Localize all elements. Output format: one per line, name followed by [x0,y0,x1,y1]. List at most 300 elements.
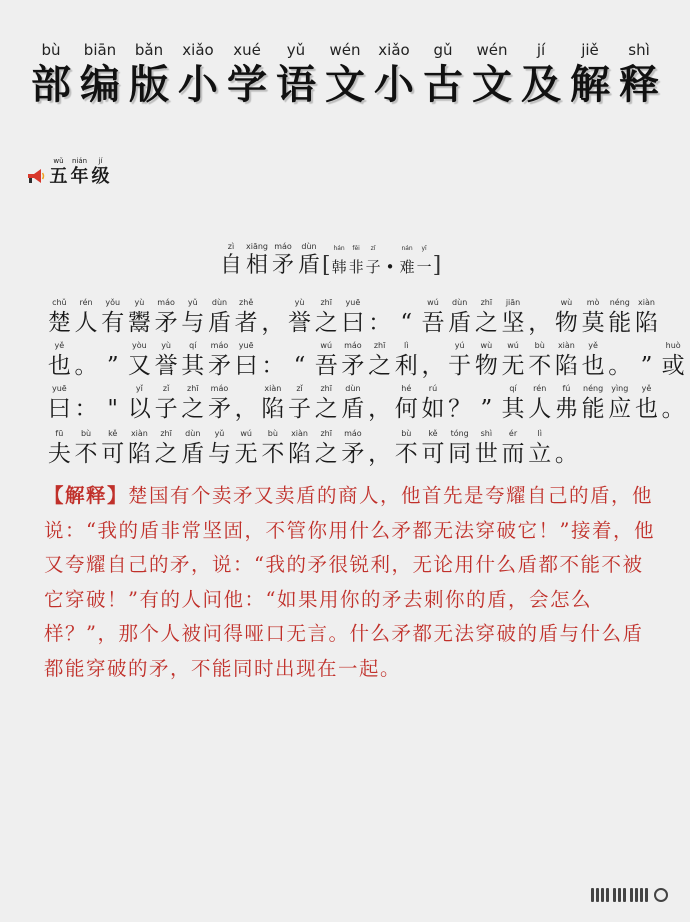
classical-char [633,340,660,381]
title-char [174,40,223,110]
title-char [321,40,370,110]
classical-char [366,340,393,381]
pinyin: xiàn [130,429,148,438]
classical-char [553,297,580,338]
pinyin: bù [401,429,412,438]
pinyin: rén [79,298,93,307]
hanzi: " [107,396,119,422]
hanzi: 盾 [448,310,472,336]
hanzi: 利 [394,353,418,379]
classical-char [286,297,313,338]
hanzi: 鬻 [127,310,151,336]
hanzi: 及 [521,61,561,108]
hanzi: 。 [608,353,632,379]
classical-char [606,340,633,381]
classical-char [366,297,393,338]
classical-char [313,383,340,424]
hanzi: 文 [325,61,365,108]
hanzi: 誉 [154,353,178,379]
pinyin: dùn [211,298,228,307]
pinyin: wú [507,341,519,350]
pinyin: wǔ [53,157,64,165]
grade-char [69,156,90,188]
pinyin: yuē [345,298,361,307]
classical-char [446,340,473,381]
source-char [348,244,365,280]
hanzi: 弗 [554,396,578,422]
hanzi: 不 [74,441,98,467]
grade-char [90,156,111,188]
hanzi: 级 [91,166,110,187]
classical-char [313,428,340,469]
hanzi: 矛 [271,253,294,278]
hanzi: ， [528,310,552,336]
pinyin: biān [83,41,117,59]
hanzi: 子 [288,396,312,422]
classical-char [393,297,420,338]
classical-char [660,383,687,424]
hanzi: 也 [634,396,658,422]
pinyin: shì [480,429,493,438]
classical-line-2 [46,340,687,381]
hanzi: 释 [619,61,659,108]
pinyin: máo [210,384,229,393]
hanzi: ， [234,396,258,422]
classical-char [46,340,73,381]
classical-char [340,297,367,338]
classical-char [99,428,126,469]
classical-char [606,297,633,338]
classical-char [633,297,660,338]
hanzi: 陷 [127,441,151,467]
grade-label [26,156,111,188]
hanzi: 自 [219,253,242,278]
pinyin: máo [274,242,292,251]
hanzi: 曰 [234,353,258,379]
pinyin: lì [404,341,409,350]
pinyin: lì [537,429,542,438]
hanzi: 矛 [154,310,178,336]
classical-char [473,383,500,424]
hanzi: 立 [528,441,552,467]
text-title-char [270,241,296,280]
hanzi: 不 [528,353,552,379]
pinyin: yě [641,384,652,393]
pinyin: xiàn [264,384,282,393]
title-char [272,40,321,110]
hanzi: 非 [348,258,364,276]
hanzi: 盾 [207,310,231,336]
hanzi: 不 [261,441,285,467]
hanzi: 之 [314,396,338,422]
classical-char [46,428,73,469]
explanation-text: 楚国有个卖矛又卖盾的商人，他首先是夸耀自己的盾，他说：“我的盾非常坚固，不管你用什么矛都无法穿破它！”接着，他又夸耀自己的矛，说：“我的矛很锐利，无论用什么盾都不能不被它穿破！”有的人问他：“如果用你的矛去刺你的盾，会怎么样？”，那个人被问得哑口无言。什么矛都无法穿破的盾与什么盾都能穿破的矛，不能同时出现在一起。 [44,484,655,680]
hanzi: 陷 [288,441,312,467]
hanzi: 矛 [341,441,365,467]
classical-char [446,383,473,424]
pinyin: xiāng [245,242,268,251]
classical-char [233,428,260,469]
classical-char [153,340,180,381]
hanzi: 曰 [47,396,71,422]
classical-char [126,428,153,469]
hanzi: ” [106,353,119,379]
classical-char [526,340,553,381]
title-char [419,40,468,110]
text-source [331,244,433,280]
classical-char [473,428,500,469]
classical-char [500,383,527,424]
pinyin: yù [134,298,145,307]
classical-char [286,428,313,469]
classical-char [179,340,206,381]
hanzi: 难 [399,258,415,276]
hanzi: 。 [661,396,685,422]
hanzi: ” [640,353,653,379]
pinyin: bù [267,429,278,438]
pinyin: yě [54,341,65,350]
classical-char [553,383,580,424]
hanzi: 与 [181,310,205,336]
classical-char [99,383,126,424]
source-char [331,244,348,280]
hanzi: ？ [448,396,472,422]
hanzi: 一 [416,258,432,276]
pinyin: yú [454,341,465,350]
classical-char [179,297,206,338]
pinyin: xué [233,41,261,59]
hanzi: 同 [448,441,472,467]
classical-char [46,383,73,424]
hanzi: 。 [554,441,578,467]
pinyin: jiě [581,41,599,59]
classical-char [580,383,607,424]
classical-char [206,428,233,469]
source-char [399,244,416,280]
hanzi: 或 [661,353,685,379]
hanzi: 无 [501,353,525,379]
pinyin: jiān [505,298,521,307]
pinyin: máo [210,341,229,350]
classical-char [393,340,420,381]
source-char [365,244,382,280]
classical-char [446,297,473,338]
hanzi: 古 [423,61,463,108]
classical-char [420,297,447,338]
pinyin: yǒu [105,298,121,307]
title-char [517,40,566,110]
hanzi: ， [368,441,392,467]
hanzi: 应 [608,396,632,422]
pinyin: zǐ [370,245,376,252]
hanzi: 之 [474,310,498,336]
pinyin: qí [509,384,517,393]
classical-char [73,428,100,469]
hanzi: 年 [70,166,89,187]
pinyin: néng [609,298,630,307]
classical-char [420,428,447,469]
pinyin: wù [480,341,493,350]
circle-icon[interactable] [654,888,668,902]
explanation [44,479,664,687]
pinyin: yòu [132,341,147,350]
classical-char [393,428,420,469]
hanzi: 解 [570,61,610,108]
hanzi: 其 [501,396,525,422]
hanzi: 有 [101,310,125,336]
hanzi: 之 [154,441,178,467]
hanzi: 陷 [554,353,578,379]
hanzi: 文 [472,61,512,108]
hanzi: 矛 [341,353,365,379]
classical-char [99,297,126,338]
classical-char [126,297,153,338]
classical-char [313,340,340,381]
classical-char [153,297,180,338]
classical-char [660,340,687,381]
classical-line-4 [46,428,580,469]
hanzi: 可 [421,441,445,467]
classical-char [206,383,233,424]
hanzi: 誉 [288,310,312,336]
hanzi: 以 [127,396,151,422]
pinyin: qí [189,341,197,350]
pinyin: bù [80,429,92,438]
pinyin: fū [55,429,64,438]
pinyin: zǐ [162,384,170,393]
hanzi: 可 [101,441,125,467]
hanzi: 何 [394,396,418,422]
classical-char [153,383,180,424]
bars-icon [630,888,648,902]
pinyin: chǔ [52,298,67,307]
classical-char [366,383,393,424]
pinyin: kě [428,429,438,438]
title-char [27,40,76,110]
pinyin: zhī [160,429,172,438]
pinyin: xiàn [291,429,308,438]
hanzi: 也 [581,353,605,379]
classical-char [126,383,153,424]
source-char [416,244,433,280]
image-toolbar[interactable] [591,888,668,902]
hanzi: 五 [49,166,68,187]
pinyin: mò [586,298,600,307]
hanzi: 小 [374,61,414,108]
classical-char [500,297,527,338]
hanzi: 矛 [207,353,231,379]
classical-char [153,428,180,469]
title-char [125,40,174,110]
hanzi: 矛 [207,396,231,422]
classical-char [633,383,660,424]
classical-char [286,340,313,381]
pinyin: zhī [373,341,386,350]
pinyin: wú [320,341,333,350]
pinyin: rú [428,384,438,393]
hanzi: 世 [474,441,498,467]
hanzi: 无 [234,441,258,467]
pinyin: tóng [450,429,469,438]
pinyin: bù [41,41,61,59]
pinyin: fú [562,384,571,393]
hanzi: 物 [474,353,498,379]
classical-char [340,428,367,469]
hanzi: 盾 [297,253,320,278]
hanzi: ： [368,310,392,336]
title-char [615,40,664,110]
hanzi: ” [480,396,493,422]
pinyin: bǎn [134,41,164,59]
pinyin: dùn [185,429,201,438]
pinyin: jí [98,157,103,165]
hanzi: 相 [245,253,268,278]
pinyin: yě [588,341,598,350]
pinyin: ér [508,429,518,438]
pinyin: dùn [345,384,361,393]
classical-char [260,428,287,469]
pinyin: xiǎo [182,41,214,59]
hanzi: 部 [31,61,71,108]
pinyin: dùn [301,242,317,251]
classical-line-1 [46,297,660,338]
classical-char [473,297,500,338]
hanzi: 陷 [634,310,658,336]
hanzi: • [385,258,395,276]
pinyin: huò [665,341,681,350]
classical-char [73,297,100,338]
hanzi: ， [421,353,445,379]
title-char [223,40,272,110]
classical-char [526,297,553,338]
pinyin: zhě [239,298,254,307]
pinyin: xiàn [557,341,575,350]
text-title-char [244,241,270,280]
hanzi: 盾 [341,396,365,422]
hanzi: ： [261,353,285,379]
classical-char [286,383,313,424]
pinyin: zǐ [296,384,303,393]
classical-char [99,340,126,381]
text-title-char [296,241,322,280]
source-bracket-open: [ [322,253,331,278]
pinyin: gǔ [433,41,453,59]
hanzi: 物 [554,310,578,336]
hanzi: 吾 [314,353,338,379]
pinyin: kě [108,429,118,438]
hanzi: 吾 [421,310,445,336]
hanzi: 韩 [331,258,347,276]
pinyin: máo [157,298,175,307]
pinyin: wén [329,41,361,59]
pinyin: yuē [238,341,254,350]
hanzi: ， [368,396,392,422]
hanzi: 人 [528,396,552,422]
classical-char [260,340,287,381]
megaphone-icon [26,166,46,186]
text-title-char [218,241,244,280]
hanzi: 曰 [341,310,365,336]
pinyin: zì [227,242,235,251]
pinyin: zhī [187,384,199,393]
pinyin: zhī [320,429,332,438]
pinyin: fēi [352,245,360,252]
hanzi: 之 [181,396,205,422]
classical-char [446,428,473,469]
classical-char [233,383,260,424]
pinyin: máo [344,341,362,350]
classical-char [179,428,206,469]
hanzi: 版 [129,61,169,108]
classical-char [206,297,233,338]
classical-char [233,340,260,381]
pinyin: yǔ [187,298,198,307]
classical-char [420,340,447,381]
hanzi: 子 [365,258,381,276]
title-char [76,40,125,110]
pinyin: néng [583,384,604,393]
pinyin: nián [71,157,88,165]
hanzi: 编 [80,61,120,108]
hanzi: ， [261,310,285,336]
hanzi: 语 [276,61,316,108]
pinyin: yù [161,341,171,350]
pinyin: yìng [611,384,629,393]
pinyin: xiàn [638,298,655,307]
classical-char [366,428,393,469]
grade-char [48,156,69,188]
hanzi: 能 [608,310,632,336]
classical-char [233,297,260,338]
hanzi: 。 [74,353,98,379]
pinyin: hán [333,245,345,252]
pinyin: wú [427,298,439,307]
classical-char [580,340,607,381]
classical-char [206,340,233,381]
hanzi: 楚 [47,310,71,336]
classical-char [580,297,607,338]
pinyin: bù [534,341,545,350]
explanation-tag: 【解释】 [44,484,129,507]
pinyin: xiǎo [378,41,410,59]
pinyin: wén [476,41,508,59]
hanzi: ： [74,396,98,422]
classical-char [606,383,633,424]
classical-char [420,383,447,424]
title-char [468,40,517,110]
hanzi: 小 [178,61,218,108]
pinyin: zhī [480,298,493,307]
hanzi: 陷 [261,396,285,422]
bars-icon [613,888,626,902]
hanzi: 者 [234,310,258,336]
bars-icon [591,888,609,902]
title-char [566,40,615,110]
hanzi: 能 [581,396,605,422]
classical-char [179,383,206,424]
classical-char [340,383,367,424]
hanzi: 盾 [181,441,205,467]
classical-char [553,428,580,469]
pinyin: zhī [320,384,332,393]
source-char [382,244,399,280]
pinyin: yǔ [286,41,306,59]
classical-char [473,340,500,381]
classical-char [500,340,527,381]
pinyin: nán [401,245,413,252]
hanzi: 人 [74,310,98,336]
main-title [0,40,690,110]
